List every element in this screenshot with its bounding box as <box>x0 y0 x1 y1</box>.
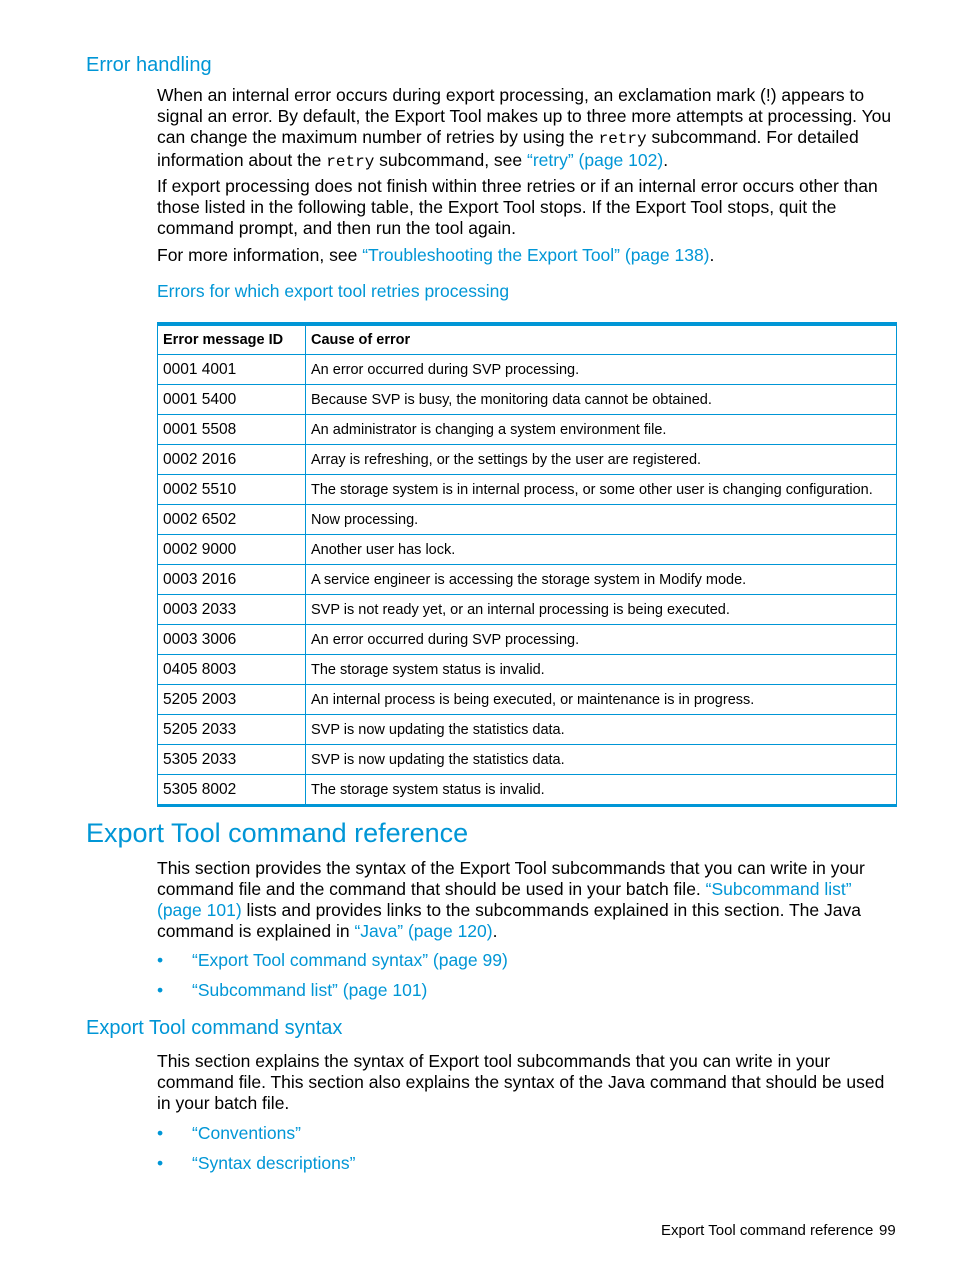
cause-cell: An error occurred during SVP processing. <box>306 355 897 385</box>
column-header-error-id: Error message ID <box>158 324 306 355</box>
page-number: 99 <box>879 1222 896 1239</box>
inline-code: retry <box>326 153 375 171</box>
java-link[interactable]: “Java” (page 120) <box>354 921 493 941</box>
bullet-icon: • <box>157 980 164 1000</box>
table-row <box>158 505 897 535</box>
cause-cell: SVP is now updating the statistics data. <box>306 715 897 745</box>
error-handling-paragraph-3 <box>157 245 899 266</box>
cause-cell: The storage system status is invalid. <box>306 655 897 685</box>
error-handling-paragraph-2: If export processing does not finish within three retries or if an internal error occurs other than those listed in the following table, the Export Tool stops. If the Export Tool stops, quit the command prompt, and then run the tool again. <box>157 176 878 238</box>
section-heading-error-handling: Error handling <box>86 54 212 76</box>
cause-cell: An error occurred during SVP processing. <box>306 625 897 655</box>
retry-link[interactable]: “retry” (page 102) <box>527 150 664 170</box>
table-caption: Errors for which export tool retries processing <box>157 281 510 301</box>
table-row <box>158 595 897 625</box>
table-header-row <box>158 324 897 355</box>
text: When an internal error occurs during export processing, an exclamation mark (!) appears to signal an error. By default, the Export Tool makes up to three more attempts at processing. You can change the maximum number of retries by using the <box>157 85 892 147</box>
syntax-descriptions-link[interactable]: “Syntax descriptions” <box>192 1153 356 1173</box>
table-row <box>158 745 897 775</box>
table-row <box>158 415 897 445</box>
bullet-icon: • <box>157 1123 164 1143</box>
subcommand-list-bullet-link[interactable]: “Subcommand list” (page 101) <box>192 980 428 1000</box>
cause-cell: The storage system is in internal process, or some other user is changing configuration. <box>306 475 897 505</box>
cause-cell: SVP is not ready yet, or an internal processing is being executed. <box>306 595 897 625</box>
list-item <box>157 950 508 980</box>
troubleshooting-link[interactable]: “Troubleshooting the Export Tool” (page 138) <box>362 245 710 265</box>
table-row <box>158 685 897 715</box>
list-item <box>157 1123 355 1153</box>
text: This section provides the syntax of the Export Tool subcommands that you can write in your command file and the command that should be used in your batch file. <box>157 858 865 899</box>
bullet-icon: • <box>157 950 164 970</box>
syntax-bullet-list <box>157 1123 355 1183</box>
section-heading-command-syntax: Export Tool command syntax <box>86 1017 343 1039</box>
subcommand-list-link[interactable]: “Subcommand list” (page 101) <box>157 879 852 920</box>
error-id-cell: 0003 2016 <box>158 565 306 595</box>
table-row <box>158 445 897 475</box>
error-id-cell: 5205 2003 <box>158 685 306 715</box>
inline-code: retry <box>598 130 647 148</box>
reference-bullet-list <box>157 950 508 1010</box>
table-row <box>158 355 897 385</box>
table-row <box>158 775 897 806</box>
error-id-cell: 0002 5510 <box>158 475 306 505</box>
list-item <box>157 1153 355 1183</box>
cause-cell: The storage system status is invalid. <box>306 775 897 806</box>
error-id-cell: 0001 5508 <box>158 415 306 445</box>
cause-cell: Another user has lock. <box>306 535 897 565</box>
table-row <box>158 535 897 565</box>
table-row <box>158 625 897 655</box>
table-row <box>158 715 897 745</box>
error-id-cell: 0001 4001 <box>158 355 306 385</box>
text: subcommand. For detailed information about the <box>157 127 859 170</box>
syntax-paragraph: This section explains the syntax of Export tool subcommands that you can write in your command file. This section also explains the syntax of the Java command that should be used in your batch file. <box>157 1051 885 1113</box>
error-id-cell: 5305 8002 <box>158 775 306 806</box>
text: lists and provides links to the subcommands explained in this section. The Java command is explained in <box>157 900 861 941</box>
text: . <box>663 150 669 170</box>
table-row <box>158 385 897 415</box>
footer-section-title: Export Tool command reference <box>661 1222 874 1239</box>
table-row <box>158 655 897 685</box>
text: . <box>709 245 715 265</box>
table-row <box>158 565 897 595</box>
section-heading-command-reference: Export Tool command reference <box>86 818 469 848</box>
error-id-cell: 0003 3006 <box>158 625 306 655</box>
cause-cell: Array is refreshing, or the settings by the user are registered. <box>306 445 897 475</box>
cause-cell: A service engineer is accessing the storage system in Modify mode. <box>306 565 897 595</box>
cause-cell: SVP is now updating the statistics data. <box>306 745 897 775</box>
error-id-cell: 0002 2016 <box>158 445 306 475</box>
list-item <box>157 980 508 1010</box>
error-id-cell: 0003 2033 <box>158 595 306 625</box>
reference-paragraph <box>157 858 899 942</box>
error-id-cell: 0001 5400 <box>158 385 306 415</box>
cause-cell: An internal process is being executed, or maintenance is in progress. <box>306 685 897 715</box>
error-id-cell: 5205 2033 <box>158 715 306 745</box>
text: . <box>492 921 498 941</box>
conventions-link[interactable]: “Conventions” <box>192 1123 301 1143</box>
command-syntax-link[interactable]: “Export Tool command syntax” (page 99) <box>192 950 508 970</box>
cause-cell: Now processing. <box>306 505 897 535</box>
error-id-cell: 0002 9000 <box>158 535 306 565</box>
bullet-icon: • <box>157 1153 164 1173</box>
error-id-cell: 5305 2033 <box>158 745 306 775</box>
text: subcommand, see <box>374 150 528 170</box>
text: For more information, see <box>157 245 363 265</box>
cause-cell: An administrator is changing a system environment file. <box>306 415 897 445</box>
column-header-cause: Cause of error <box>306 324 897 355</box>
error-table <box>157 322 897 807</box>
cause-cell: Because SVP is busy, the monitoring data cannot be obtained. <box>306 385 897 415</box>
table-row <box>158 475 897 505</box>
error-id-cell: 0002 6502 <box>158 505 306 535</box>
error-handling-paragraph-1 <box>157 85 899 173</box>
error-id-cell: 0405 8003 <box>158 655 306 685</box>
